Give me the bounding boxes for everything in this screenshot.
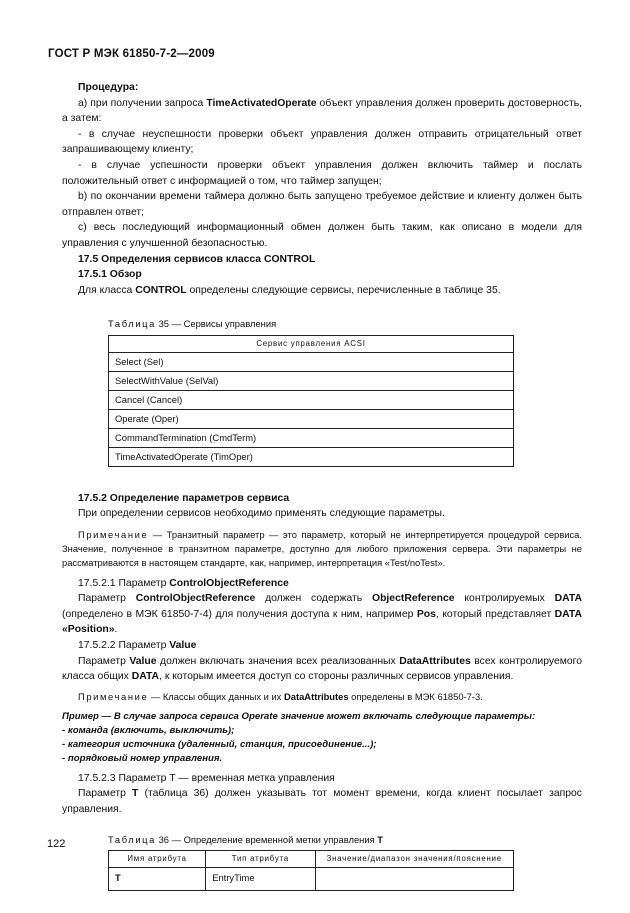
example-line-4: - порядковый номер управления. <box>62 752 223 764</box>
table-row: TimeActivatedOperate (TimOper) <box>109 447 514 466</box>
table-row: Select (Sel) <box>109 352 514 371</box>
table-35-caption: Таблица 35 — Сервисы управления <box>108 318 277 330</box>
table-35-header: Сервис управления ACSI <box>109 335 514 352</box>
table-36 <box>108 850 514 891</box>
section-17-5-1-heading: 17.5.1 Обзор <box>78 269 142 281</box>
table-row: SelectWithValue (SelVal) <box>109 371 514 390</box>
column-header-value-range: Значение/диапазон значения/пояснение <box>315 851 513 868</box>
section-17-5-2-2-heading: 17.5.2.2 Параметр Value <box>78 640 197 652</box>
section-17-5-2-1-heading: 17.5.2.1 Параметр ControlObjectReference <box>78 577 289 589</box>
procedure-item-b: b) по окончании времени таймера должно быть запущено требуемое действие и клиенту должен быть отправлен ответ; <box>62 191 582 218</box>
column-header-attribute-type: Тип атрибута <box>206 851 315 868</box>
section-17-5-2-heading: 17.5.2 Определение параметров сервиса <box>78 492 290 504</box>
table-row: Cancel (Cancel) <box>109 390 514 409</box>
section-17-5-2-text: При определении сервисов необходимо применять следующие параметры. <box>78 508 445 520</box>
section-17-5-2-2-text: Параметр Value должен включать значения всех реализованных DataAttributes всех контролируемого класса общих DATA, к которым имеется доступ со стороны различных сервисов управления. <box>62 655 583 683</box>
attribute-name-cell: T <box>109 868 206 891</box>
section-17-5-1-text: Для класса CONTROL определены следующие сервисы, перечисленные в таблице 35. <box>78 284 501 296</box>
note-transit-parameter: Примечание — Транзитный параметр — это параметр, который не интерпретируется процедурой сервиса. Значение, полученное в транзитном параметре, доступно для любого приложения сервера. Эти параметры не рассматриваются в настоящем стандарте, как, например, интерпретация «Test/noTest». <box>62 528 582 568</box>
attribute-type-cell: EntryTime <box>206 868 315 891</box>
section-17-5-2-1-text: Параметр ControlObjectReference должен содержать ObjectReference контролируемых DATA (определено в МЭК 61850-7-4) для получения доступа к ним, например Pos, который представляет DATA «Position». <box>62 593 582 636</box>
procedure-item-a: а) при получении запроса TimeActivatedOperate объект управления должен проверить достоверность, а затем: <box>62 97 583 125</box>
section-17-5-heading: 17.5 Определения сервисов класса CONTROL <box>78 253 316 265</box>
page-number: 122 <box>47 838 66 850</box>
procedure-item-c: с) весь последующий информационный обмен должен быть таким, как описано в модели для управления с улучшенной безопасностью. <box>62 222 582 249</box>
example-line-3: - категория источника (удаленный, станция, присоединение...); <box>62 738 377 750</box>
procedure-dash-1: - в случае неуспешности проверки объект управления должен отправить отрицательный ответ запрашивающему клиенту; <box>62 128 582 156</box>
example-line-2: - команда (включить, выключить); <box>62 724 235 736</box>
table-35 <box>108 335 514 467</box>
section-17-5-2-3-heading: 17.5.2.3 Параметр T — временная метка управления <box>78 772 335 784</box>
attribute-value-cell <box>315 868 513 891</box>
note-common-data-classes: Примечание — Классы общих данных и их DataAttributes определены в МЭК 61850-7-3. <box>78 690 483 702</box>
table-row: CommandTermination (CmdTerm) <box>109 428 514 447</box>
document-header: ГОСТ Р МЭК 61850-7-2—2009 <box>48 48 215 60</box>
procedure-dash-2: - в случае успешности проверки объект управления должен включить таймер и послать положительный ответ с информацией о том, что таймер запущен; <box>62 159 582 187</box>
procedure-heading: Процедура: <box>78 82 139 93</box>
table-row <box>109 868 514 891</box>
table-row: Operate (Oper) <box>109 409 514 428</box>
section-17-5-2-3-text: Параметр T (таблица 36) должен указывать тот момент времени, когда клиент посылает запрос управления. <box>62 788 582 816</box>
page-content <box>62 80 582 891</box>
example-line-1: Пример — В случае запроса сервиса Operate значение может включать следующие параметры: <box>62 710 536 722</box>
column-header-attribute-name: Имя атрибута <box>109 851 206 868</box>
table-36-caption: Таблица 36 — Определение временной метки управления T <box>108 833 383 845</box>
